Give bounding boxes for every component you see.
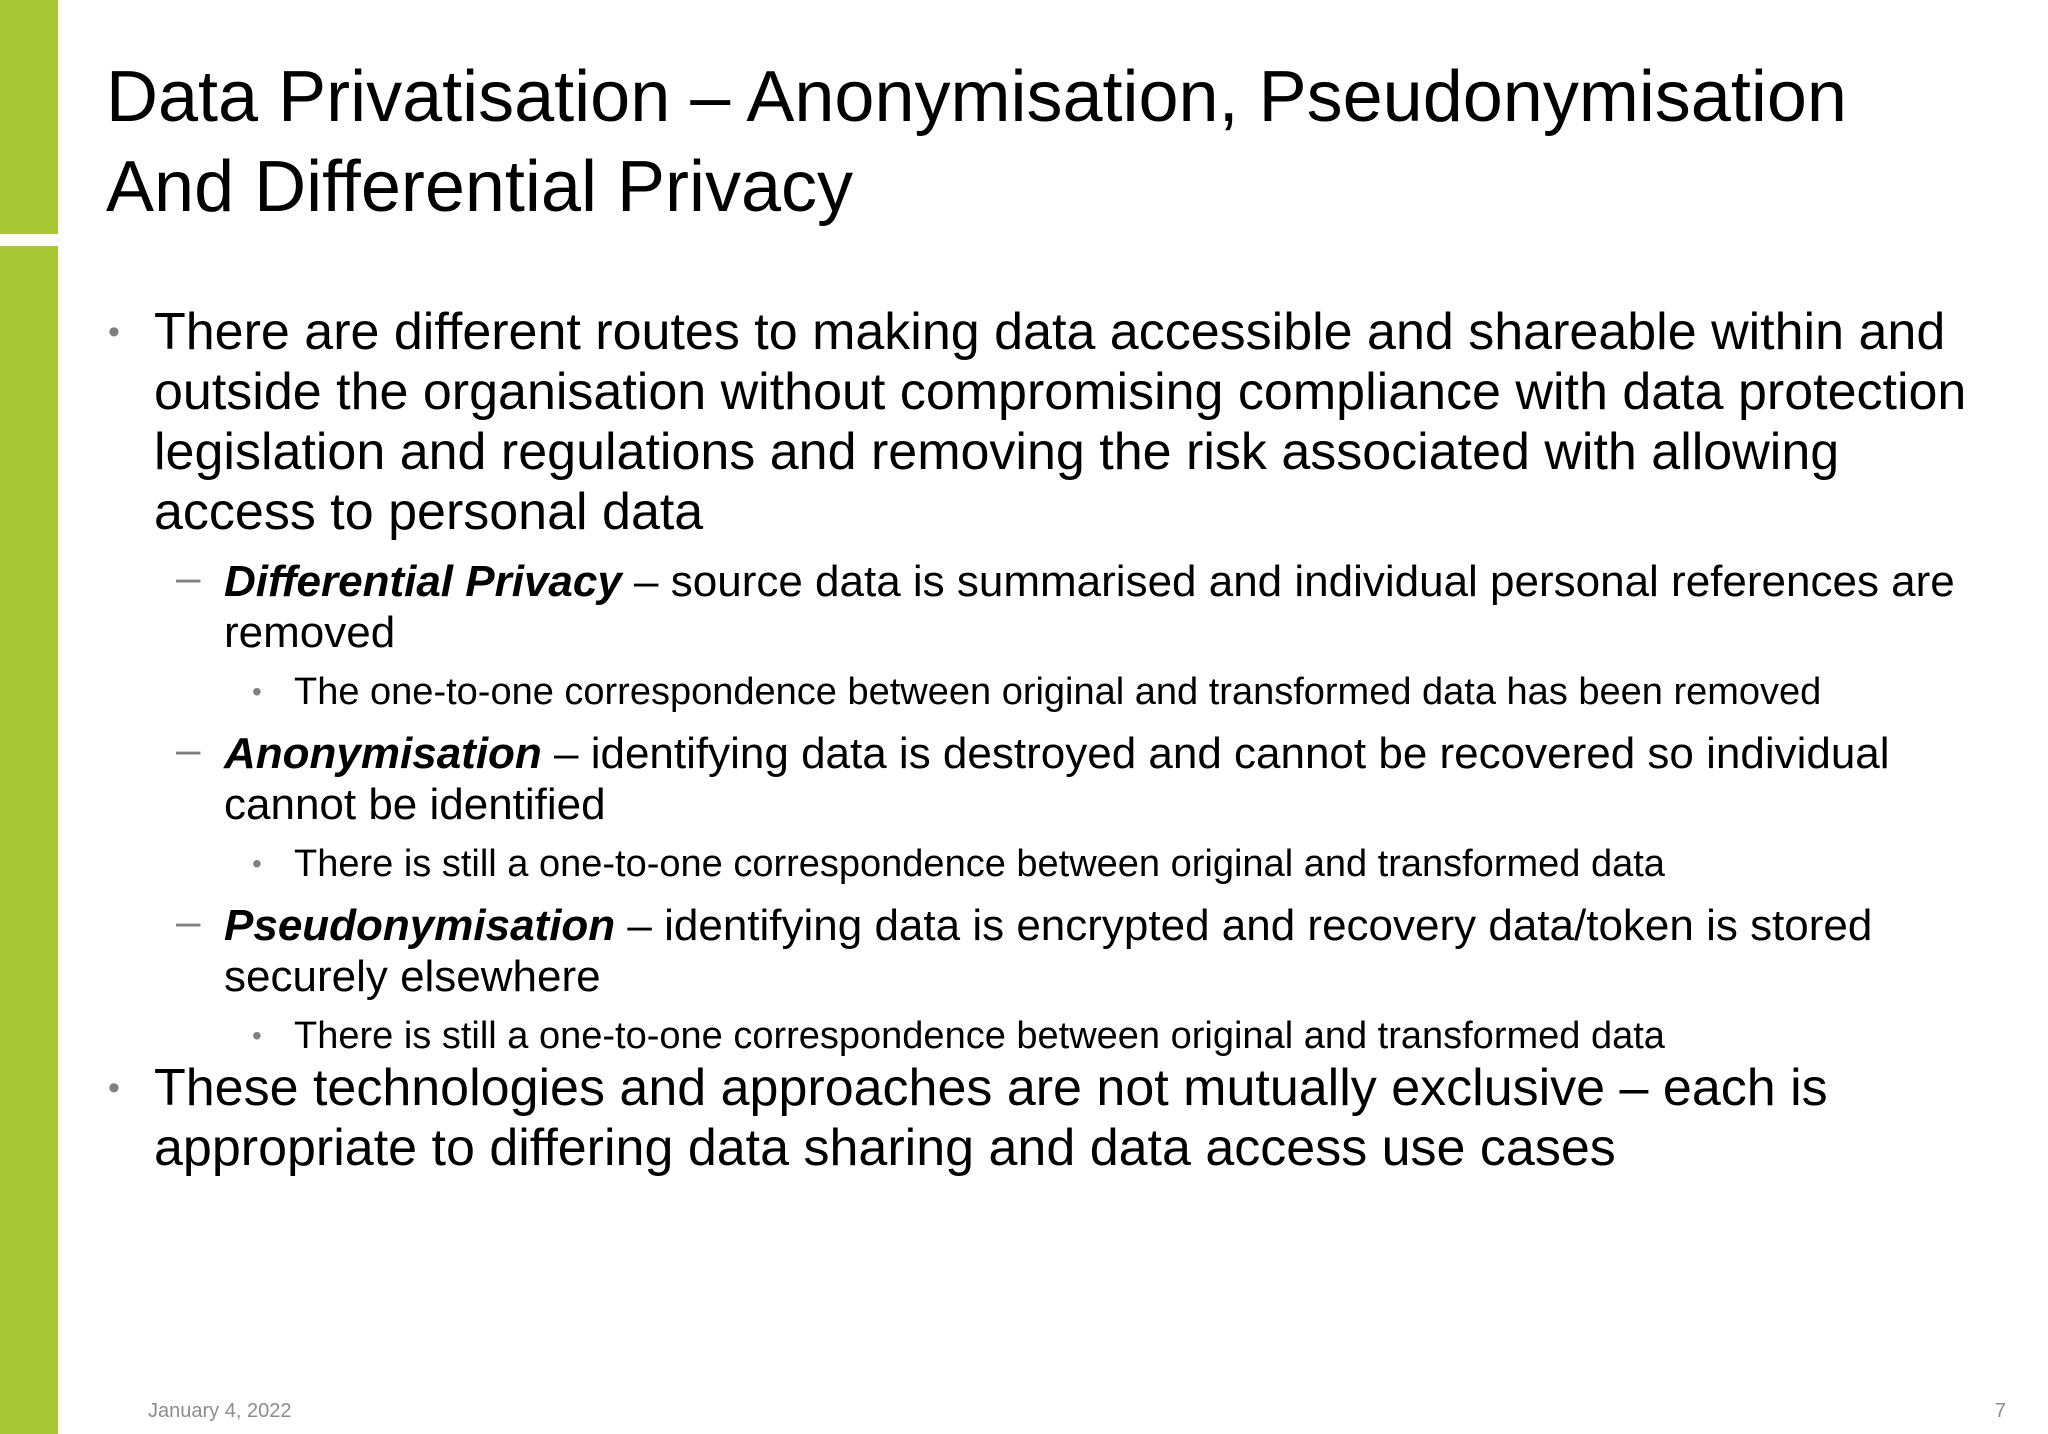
dash-icon: – [176,897,201,946]
detail-text: There is still a one-to-one correspondence between original and transformed data [294,843,1665,885]
dash-icon: – [176,553,201,602]
detail-item [106,1014,1986,1058]
sub-item-text: – source data is summarised and individual personal references are removed [224,557,1955,657]
slide-title: Data Privatisation – Anonymisation, Pseudonymisation And Differential Privacy [106,57,1847,227]
sub-item-text: – identifying data is encrypted and recovery data/token is stored securely elsewhere [224,901,1873,1001]
accent-bar-top [0,0,58,234]
sub-item-pseudonymisation [106,897,1986,1002]
bullet-item [106,302,1986,542]
bullet-text: There are different routes to making data accessible and shareable within and outside the organisation without compromising compliance with data protection legislation and regulations and removing the risk associated with allowing access to personal data [154,303,1967,541]
sub-item-differential-privacy [106,553,1986,658]
bullet-dot-icon: • [252,1020,262,1051]
term-label: Pseudonymisation [224,901,616,950]
bullet-dot-icon: • [252,848,262,879]
slide-body [106,302,1986,1178]
sub-item-anonymisation [106,725,1986,830]
detail-text: There is still a one-to-one correspondence between original and transformed data [294,1015,1665,1057]
detail-item [106,670,1986,714]
detail-text: The one-to-one correspondence between original and transformed data has been removed [294,671,1822,713]
footer-date: January 4, 2022 [148,1400,292,1422]
term-label: Anonymisation [224,729,542,778]
term-label: Differential Privacy [224,557,622,606]
accent-bar-bottom [0,246,58,1434]
bullet-item [106,1058,1986,1178]
bullet-dot-icon: • [108,313,120,351]
bullet-dot-icon: • [108,1069,120,1107]
page-number: 7 [1994,1400,2006,1422]
bullet-text: These technologies and approaches are not mutually exclusive – each is appropriate to differing data sharing and data access use cases [154,1059,1828,1177]
bullet-dot-icon: • [252,676,262,707]
dash-icon: – [176,725,201,774]
detail-item [106,842,1986,886]
sub-item-text: – identifying data is destroyed and cannot be recovered so individual cannot be identified [224,729,1890,829]
